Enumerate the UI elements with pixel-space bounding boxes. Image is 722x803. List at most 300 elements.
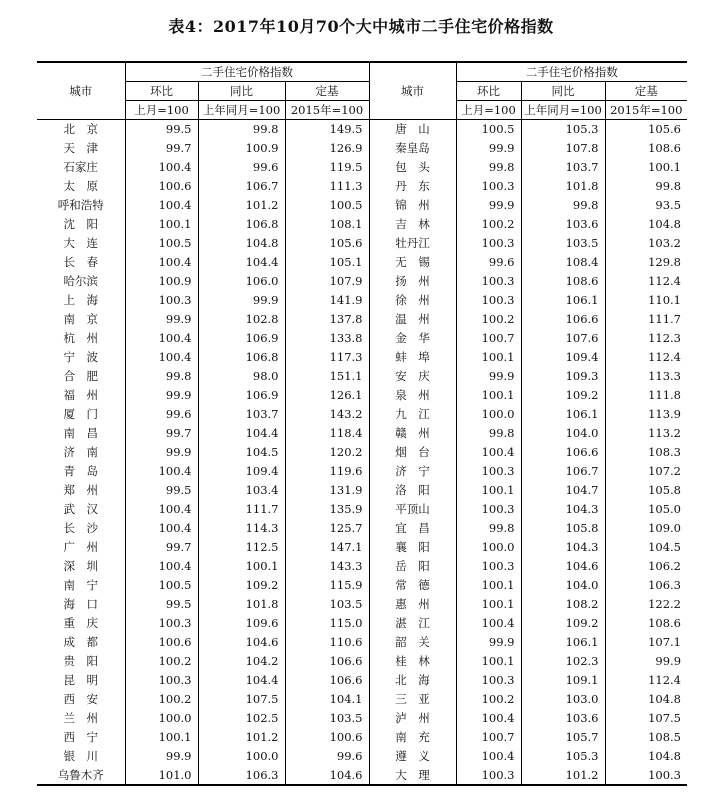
left-yoy-cell: 98.0 — [198, 367, 285, 386]
right-city-cell: 桂 林 — [369, 652, 456, 671]
price-index-table — [37, 61, 687, 786]
table-row — [37, 158, 687, 177]
right-city-cell: 襄 阳 — [369, 538, 456, 557]
right-yoy-cell: 109.2 — [521, 386, 605, 405]
left-yoy-cell: 101.8 — [198, 595, 285, 614]
header-fixed-base-left: 2015年=100 — [285, 101, 369, 120]
left-city-cell: 杭 州 — [63, 331, 98, 345]
left-yoy-cell: 107.5 — [198, 690, 285, 709]
right-city-cell: 徐 州 — [369, 291, 456, 310]
right-fixed-cell: 111.7 — [605, 310, 687, 329]
left-yoy-cell: 114.3 — [198, 519, 285, 538]
right-fixed-cell: 104.8 — [605, 690, 687, 709]
left-city-cell: 北 京 — [63, 122, 98, 137]
header-mom-right: 环比 — [456, 82, 521, 101]
left-yoy-cell: 106.7 — [198, 177, 285, 196]
left-mom-cell: 100.2 — [125, 652, 198, 671]
table-row — [37, 424, 687, 443]
right-yoy-cell: 103.6 — [521, 709, 605, 728]
right-mom-cell: 99.8 — [456, 519, 521, 538]
right-mom-cell: 100.1 — [456, 595, 521, 614]
left-yoy-cell: 106.3 — [198, 766, 285, 785]
left-yoy-cell: 103.7 — [198, 405, 285, 424]
right-fixed-cell: 100.1 — [605, 158, 687, 177]
left-fixed-cell: 100.5 — [285, 196, 369, 215]
right-mom-cell: 99.8 — [456, 424, 521, 443]
left-city-cell: 太 原 — [63, 179, 98, 193]
table-row — [37, 139, 687, 158]
left-mom-cell: 100.5 — [125, 234, 198, 253]
table-row — [37, 177, 687, 196]
table-row — [37, 234, 687, 253]
table-row — [37, 614, 687, 633]
left-fixed-cell: 105.6 — [285, 234, 369, 253]
right-mom-cell: 100.3 — [456, 462, 521, 481]
table-row — [37, 348, 687, 367]
right-fixed-cell: 111.8 — [605, 386, 687, 405]
left-city-cell: 西 安 — [63, 692, 98, 706]
table-row — [37, 120, 687, 139]
header-mom-base-right: 上月=100 — [456, 101, 521, 120]
right-yoy-cell: 103.5 — [521, 234, 605, 253]
right-fixed-cell: 104.8 — [605, 747, 687, 766]
left-mom-cell: 100.6 — [125, 177, 198, 196]
right-mom-cell: 100.1 — [456, 481, 521, 500]
right-yoy-cell: 105.7 — [521, 728, 605, 747]
right-mom-cell: 100.3 — [456, 557, 521, 576]
right-mom-cell: 100.0 — [456, 405, 521, 424]
right-yoy-cell: 104.6 — [521, 557, 605, 576]
left-yoy-cell: 112.5 — [198, 538, 285, 557]
left-fixed-cell: 99.6 — [285, 747, 369, 766]
left-yoy-cell: 106.9 — [198, 386, 285, 405]
right-mom-cell: 100.4 — [456, 709, 521, 728]
header-fixed-left: 定基 — [285, 82, 369, 101]
left-yoy-cell: 111.7 — [198, 500, 285, 519]
left-fixed-cell: 104.6 — [285, 766, 369, 785]
right-city-cell: 秦皇岛 — [369, 139, 456, 158]
left-city-cell: 呼和浩特 — [57, 198, 104, 212]
left-mom-cell: 100.6 — [125, 633, 198, 652]
left-mom-cell: 100.4 — [125, 519, 198, 538]
left-mom-cell: 100.4 — [125, 500, 198, 519]
right-fixed-cell: 105.6 — [605, 120, 687, 139]
right-mom-cell: 100.7 — [456, 329, 521, 348]
right-city-cell: 常 德 — [369, 576, 456, 595]
right-mom-cell: 100.2 — [456, 215, 521, 234]
left-yoy-cell: 99.8 — [198, 120, 285, 139]
left-fixed-cell: 143.2 — [285, 405, 369, 424]
header-group-right: 二手住宅价格指数 — [456, 62, 687, 82]
right-mom-cell: 100.1 — [456, 348, 521, 367]
left-yoy-cell: 101.2 — [198, 196, 285, 215]
left-fixed-cell: 104.1 — [285, 690, 369, 709]
right-mom-cell: 99.9 — [456, 367, 521, 386]
left-fixed-cell: 119.5 — [285, 158, 369, 177]
left-fixed-cell: 125.7 — [285, 519, 369, 538]
left-city-cell: 南 京 — [63, 312, 98, 326]
left-city-cell: 郑 州 — [63, 483, 98, 497]
right-city-cell: 安 庆 — [369, 367, 456, 386]
table-row — [37, 538, 687, 557]
right-fixed-cell: 112.4 — [605, 348, 687, 367]
left-city-cell: 大 连 — [63, 236, 98, 250]
left-mom-cell: 100.3 — [125, 671, 198, 690]
right-mom-cell: 99.6 — [456, 253, 521, 272]
left-mom-cell: 100.4 — [125, 557, 198, 576]
left-fixed-cell: 120.2 — [285, 443, 369, 462]
right-city-cell: 济 宁 — [369, 462, 456, 481]
left-fixed-cell: 133.8 — [285, 329, 369, 348]
right-mom-cell: 100.3 — [456, 500, 521, 519]
right-city-cell: 蚌 埠 — [369, 348, 456, 367]
right-yoy-cell: 106.6 — [521, 310, 605, 329]
right-city-cell: 大 理 — [369, 766, 456, 785]
left-city-cell: 成 都 — [63, 635, 98, 649]
left-yoy-cell: 106.8 — [198, 215, 285, 234]
right-fixed-cell: 108.3 — [605, 443, 687, 462]
table-row — [37, 557, 687, 576]
right-mom-cell: 100.4 — [456, 614, 521, 633]
left-fixed-cell: 105.1 — [285, 253, 369, 272]
table-row — [37, 766, 687, 785]
left-mom-cell: 99.7 — [125, 139, 198, 158]
left-mom-cell: 99.5 — [125, 120, 198, 139]
left-fixed-cell: 100.6 — [285, 728, 369, 747]
table-row — [37, 633, 687, 652]
left-mom-cell: 99.9 — [125, 747, 198, 766]
right-yoy-cell: 109.2 — [521, 614, 605, 633]
right-mom-cell: 99.9 — [456, 633, 521, 652]
right-yoy-cell: 104.3 — [521, 500, 605, 519]
right-fixed-cell: 112.4 — [605, 272, 687, 291]
right-fixed-cell: 104.5 — [605, 538, 687, 557]
left-fixed-cell: 106.6 — [285, 671, 369, 690]
right-city-cell: 唐 山 — [369, 120, 456, 139]
table-row — [37, 728, 687, 747]
right-fixed-cell: 99.8 — [605, 177, 687, 196]
table-row — [37, 310, 687, 329]
right-mom-cell: 100.7 — [456, 728, 521, 747]
table-body — [37, 120, 687, 785]
table-row — [37, 386, 687, 405]
right-yoy-cell: 109.4 — [521, 348, 605, 367]
header-fixed-base-right: 2015年=100 — [605, 101, 687, 120]
left-fixed-cell: 151.1 — [285, 367, 369, 386]
right-mom-cell: 100.5 — [456, 120, 521, 139]
left-fixed-cell: 147.1 — [285, 538, 369, 557]
right-mom-cell: 99.8 — [456, 158, 521, 177]
left-mom-cell: 99.5 — [125, 481, 198, 500]
right-city-cell: 南 充 — [369, 728, 456, 747]
right-mom-cell: 100.4 — [456, 747, 521, 766]
left-yoy-cell: 102.5 — [198, 709, 285, 728]
left-mom-cell: 100.3 — [125, 291, 198, 310]
left-fixed-cell: 115.9 — [285, 576, 369, 595]
right-yoy-cell: 104.3 — [521, 538, 605, 557]
right-mom-cell: 100.3 — [456, 177, 521, 196]
left-city-cell: 济 南 — [63, 445, 98, 459]
table-row — [37, 253, 687, 272]
left-yoy-cell: 102.8 — [198, 310, 285, 329]
right-yoy-cell: 103.0 — [521, 690, 605, 709]
left-mom-cell: 100.5 — [125, 576, 198, 595]
right-fixed-cell: 105.0 — [605, 500, 687, 519]
right-fixed-cell: 129.8 — [605, 253, 687, 272]
right-mom-cell: 100.2 — [456, 690, 521, 709]
left-mom-cell: 100.2 — [125, 690, 198, 709]
right-fixed-cell: 112.4 — [605, 671, 687, 690]
left-yoy-cell: 104.4 — [198, 253, 285, 272]
right-yoy-cell: 106.1 — [521, 405, 605, 424]
left-mom-cell: 99.6 — [125, 405, 198, 424]
left-yoy-cell: 99.6 — [198, 158, 285, 177]
left-city-cell: 长 沙 — [63, 521, 98, 535]
left-mom-cell: 99.5 — [125, 595, 198, 614]
right-yoy-cell: 101.2 — [521, 766, 605, 785]
right-city-cell: 韶 关 — [369, 633, 456, 652]
left-mom-cell: 100.4 — [125, 329, 198, 348]
right-city-cell: 吉 林 — [369, 215, 456, 234]
left-city-cell: 合 肥 — [63, 369, 98, 383]
right-mom-cell: 100.0 — [456, 538, 521, 557]
left-mom-cell: 99.7 — [125, 424, 198, 443]
table-row — [37, 595, 687, 614]
right-yoy-cell: 104.7 — [521, 481, 605, 500]
left-fixed-cell: 107.9 — [285, 272, 369, 291]
right-yoy-cell: 109.3 — [521, 367, 605, 386]
left-city-cell: 哈尔滨 — [63, 274, 98, 288]
left-mom-cell: 99.9 — [125, 386, 198, 405]
header-yoy-right: 同比 — [521, 82, 605, 101]
left-city-cell: 兰 州 — [63, 711, 98, 725]
left-city-cell: 乌鲁木齐 — [37, 766, 125, 785]
left-fixed-cell: 103.5 — [285, 595, 369, 614]
table-row — [37, 196, 687, 215]
left-fixed-cell: 117.3 — [285, 348, 369, 367]
header-mom-base-left: 上月=100 — [125, 101, 198, 120]
left-mom-cell: 100.4 — [125, 158, 198, 177]
right-fixed-cell: 122.2 — [605, 595, 687, 614]
right-yoy-cell: 105.3 — [521, 747, 605, 766]
left-city-cell: 厦 门 — [63, 407, 98, 421]
left-city-cell: 福 州 — [63, 388, 98, 402]
left-city-cell: 长 春 — [63, 255, 98, 269]
right-yoy-cell: 106.6 — [521, 443, 605, 462]
left-yoy-cell: 109.6 — [198, 614, 285, 633]
right-yoy-cell: 103.7 — [521, 158, 605, 177]
left-mom-cell: 100.4 — [125, 462, 198, 481]
header-yoy-base-right: 上年同月=100 — [521, 101, 605, 120]
right-mom-cell: 100.1 — [456, 652, 521, 671]
table-row — [37, 291, 687, 310]
left-fixed-cell: 115.0 — [285, 614, 369, 633]
left-mom-cell: 100.4 — [125, 253, 198, 272]
header-yoy-left: 同比 — [198, 82, 285, 101]
right-city-cell: 湛 江 — [369, 614, 456, 633]
right-city-cell: 赣 州 — [369, 424, 456, 443]
left-mom-cell: 100.4 — [125, 348, 198, 367]
right-yoy-cell: 101.8 — [521, 177, 605, 196]
right-fixed-cell: 106.3 — [605, 576, 687, 595]
right-yoy-cell: 103.6 — [521, 215, 605, 234]
table-row — [37, 652, 687, 671]
left-mom-cell: 100.4 — [125, 196, 198, 215]
right-mom-cell: 100.3 — [456, 234, 521, 253]
left-city-cell: 深 圳 — [63, 559, 98, 573]
left-city-cell: 重 庆 — [63, 616, 98, 630]
right-mom-cell: 100.3 — [456, 671, 521, 690]
right-yoy-cell: 107.8 — [521, 139, 605, 158]
left-yoy-cell: 106.8 — [198, 348, 285, 367]
left-fixed-cell: 126.1 — [285, 386, 369, 405]
table-row — [37, 443, 687, 462]
left-city-cell: 沈 阳 — [63, 217, 98, 231]
table-row — [37, 367, 687, 386]
right-mom-cell: 100.3 — [456, 291, 521, 310]
left-fixed-cell: 106.6 — [285, 652, 369, 671]
right-city-cell: 宜 昌 — [369, 519, 456, 538]
right-city-cell: 烟 台 — [369, 443, 456, 462]
left-fixed-cell: 126.9 — [285, 139, 369, 158]
table-row — [37, 215, 687, 234]
right-fixed-cell: 108.6 — [605, 614, 687, 633]
right-city-cell: 三 亚 — [369, 690, 456, 709]
right-city-cell: 温 州 — [369, 310, 456, 329]
left-yoy-cell: 100.0 — [198, 747, 285, 766]
left-fixed-cell: 110.6 — [285, 633, 369, 652]
left-mom-cell: 99.8 — [125, 367, 198, 386]
right-mom-cell: 100.3 — [456, 272, 521, 291]
left-city-cell: 南 昌 — [63, 426, 98, 440]
right-mom-cell: 99.9 — [456, 196, 521, 215]
left-city-cell: 昆 明 — [63, 673, 98, 687]
right-fixed-cell: 107.5 — [605, 709, 687, 728]
right-fixed-cell: 106.2 — [605, 557, 687, 576]
left-mom-cell: 100.1 — [125, 728, 198, 747]
left-city-cell: 天 津 — [63, 141, 98, 155]
right-fixed-cell: 108.6 — [605, 139, 687, 158]
left-city-cell: 海 口 — [63, 597, 98, 611]
table-row — [37, 709, 687, 728]
table-row — [37, 329, 687, 348]
table-row — [37, 671, 687, 690]
right-yoy-cell: 106.1 — [521, 633, 605, 652]
left-mom-cell: 100.0 — [125, 709, 198, 728]
left-city-cell: 宁 波 — [63, 350, 98, 364]
right-yoy-cell: 105.3 — [521, 120, 605, 139]
right-fixed-cell: 105.8 — [605, 481, 687, 500]
right-yoy-cell: 102.3 — [521, 652, 605, 671]
left-city-cell: 贵 阳 — [63, 654, 98, 668]
right-yoy-cell: 104.0 — [521, 576, 605, 595]
left-mom-cell: 100.9 — [125, 272, 198, 291]
left-fixed-cell: 118.4 — [285, 424, 369, 443]
right-city-cell: 牡丹江 — [369, 234, 456, 253]
left-fixed-cell: 137.8 — [285, 310, 369, 329]
right-city-cell: 洛 阳 — [369, 481, 456, 500]
table-row — [37, 405, 687, 424]
right-yoy-cell: 109.1 — [521, 671, 605, 690]
right-yoy-cell: 106.7 — [521, 462, 605, 481]
right-yoy-cell: 106.1 — [521, 291, 605, 310]
right-mom-cell: 100.2 — [456, 310, 521, 329]
table-row — [37, 500, 687, 519]
left-fixed-cell: 103.5 — [285, 709, 369, 728]
left-fixed-cell: 108.1 — [285, 215, 369, 234]
left-fixed-cell: 143.3 — [285, 557, 369, 576]
right-city-cell: 丹 东 — [369, 177, 456, 196]
right-fixed-cell: 113.2 — [605, 424, 687, 443]
table-row — [37, 747, 687, 766]
left-yoy-cell: 106.9 — [198, 329, 285, 348]
left-fixed-cell: 119.6 — [285, 462, 369, 481]
left-city-cell: 青 岛 — [63, 464, 98, 478]
left-mom-cell: 99.9 — [125, 310, 198, 329]
left-yoy-cell: 104.5 — [198, 443, 285, 462]
right-fixed-cell: 109.0 — [605, 519, 687, 538]
right-city-cell: 北 海 — [369, 671, 456, 690]
left-city-cell: 广 州 — [63, 540, 98, 554]
right-fixed-cell: 103.2 — [605, 234, 687, 253]
right-city-cell: 金 华 — [369, 329, 456, 348]
right-city-cell: 遵 义 — [369, 747, 456, 766]
table-row — [37, 481, 687, 500]
table-row — [37, 462, 687, 481]
left-yoy-cell: 104.4 — [198, 424, 285, 443]
right-yoy-cell: 99.8 — [521, 196, 605, 215]
right-city-cell: 包 头 — [369, 158, 456, 177]
header-yoy-base-left: 上年同月=100 — [198, 101, 285, 120]
left-yoy-cell: 104.4 — [198, 671, 285, 690]
left-city-cell: 西 宁 — [63, 730, 98, 744]
right-fixed-cell: 108.5 — [605, 728, 687, 747]
table-title: 表4：2017年10月70个大中城市二手住宅价格指数 — [168, 17, 554, 36]
right-fixed-cell: 113.9 — [605, 405, 687, 424]
header-group-left: 二手住宅价格指数 — [125, 62, 369, 82]
left-fixed-cell: 111.3 — [285, 177, 369, 196]
left-city-cell: 上 海 — [63, 293, 98, 307]
left-city-cell: 武 汉 — [63, 502, 98, 516]
right-city-cell: 平顶山 — [369, 500, 456, 519]
right-yoy-cell: 108.6 — [521, 272, 605, 291]
right-yoy-cell: 108.2 — [521, 595, 605, 614]
right-city-cell: 无 锡 — [369, 253, 456, 272]
left-fixed-cell: 135.9 — [285, 500, 369, 519]
right-fixed-cell: 107.1 — [605, 633, 687, 652]
left-yoy-cell: 100.9 — [198, 139, 285, 158]
left-mom-cell: 99.7 — [125, 538, 198, 557]
right-city-cell: 泸 州 — [369, 709, 456, 728]
right-fixed-cell: 100.3 — [605, 766, 687, 785]
left-fixed-cell: 141.9 — [285, 291, 369, 310]
left-yoy-cell: 104.2 — [198, 652, 285, 671]
table-row — [37, 519, 687, 538]
right-fixed-cell: 99.9 — [605, 652, 687, 671]
right-fixed-cell: 104.8 — [605, 215, 687, 234]
left-yoy-cell: 103.4 — [198, 481, 285, 500]
left-mom-cell: 101.0 — [125, 766, 198, 785]
left-city-cell: 银 川 — [63, 749, 98, 763]
right-yoy-cell: 105.8 — [521, 519, 605, 538]
left-yoy-cell: 101.2 — [198, 728, 285, 747]
right-yoy-cell: 108.4 — [521, 253, 605, 272]
right-mom-cell: 100.3 — [456, 766, 521, 785]
left-city-cell: 石家庄 — [63, 160, 98, 174]
header-mom-left: 环比 — [125, 82, 198, 101]
right-city-cell: 惠 州 — [369, 595, 456, 614]
right-fixed-cell: 110.1 — [605, 291, 687, 310]
